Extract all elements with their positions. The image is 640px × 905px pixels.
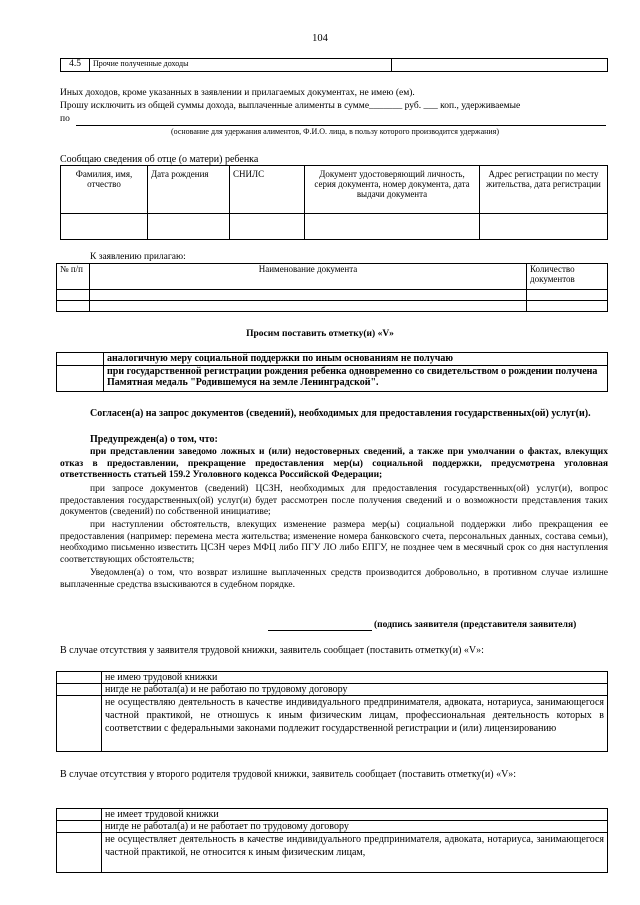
no-other-income: Иных доходов, кроме указанных в заявлении и прилагаемых документах, не имею (ем). [60, 88, 415, 98]
attach-cell[interactable] [90, 290, 527, 301]
col-number: № п/п [57, 264, 90, 290]
cell-id-document[interactable] [305, 214, 480, 240]
mark-checkbox[interactable] [57, 366, 104, 392]
row-label: Прочие полученные доходы [90, 59, 392, 72]
workbook2-option: не осуществляет деятельность в качестве индивидуального предпринимателя, адвоката, нотариуса, занимающегося частной практикой, не относится к иным физическим лицам, [102, 833, 608, 873]
mark-option-text: аналогичную меру социальной поддержки по иным основаниям не получаю [104, 353, 608, 366]
workbook2-option: нигде не работал(а) и не работает по трудовому договору [102, 821, 608, 833]
attachments-title: К заявлению прилагаю: [90, 252, 186, 262]
col-fio: Фамилия, имя, отчество [61, 166, 148, 214]
cell-fio[interactable] [61, 214, 148, 240]
workbook-table [56, 671, 608, 752]
attach-cell[interactable] [90, 301, 527, 312]
mark-title: Просим поставить отметку(и) «V» [246, 329, 394, 339]
col-snils: СНИЛС [230, 166, 305, 214]
workbook2-table [56, 808, 608, 873]
workbook2-checkbox[interactable] [57, 809, 102, 821]
col-address: Адрес регистрации по месту жительства, дата регистрации [480, 166, 608, 214]
col-quantity: Количество документов [527, 264, 608, 290]
warning-refund: Уведомлен(а) о том, что возврат излишне выплаченных средств производится добровольно, в противном случае излишне выплаченные средства взыскиваются в судебном порядке. [60, 568, 608, 590]
signature-field[interactable] [268, 630, 372, 631]
workbook2-checkbox[interactable] [57, 833, 102, 873]
cell-address[interactable] [480, 214, 608, 240]
workbook2-option: не имеет трудовой книжки [102, 809, 608, 821]
workbook2-checkbox[interactable] [57, 821, 102, 833]
income-row-table [60, 58, 608, 72]
attach-cell[interactable] [57, 301, 90, 312]
cell-birthdate[interactable] [148, 214, 230, 240]
alimony-exclusion-text: Прошу исключить из общей суммы дохода, выплаченные алименты в сумме_______ руб. ___ коп., удерживаемые [60, 101, 521, 111]
col-id-document: Документ удостоверяющий личность, серия документа, номер документа, дата выдачи документа [305, 166, 480, 214]
workbook-intro: В случае отсутствия у заявителя трудовой книжки, заявитель сообщает (поставить отметку(и) «V»: [60, 645, 484, 656]
col-doc-name: Наименование документа [90, 264, 527, 290]
workbook-option: не осуществляю деятельность в качестве индивидуального предпринимателя, адвоката, нотариуса, занимающегося частной практикой, не отношусь к иным физическим лицам, профессиональная деятельность которых в соответствии с федеральными законами подлежит государственной регистрации и (или) лицензированию [102, 696, 608, 752]
attachments-table [56, 263, 608, 312]
parent-section-title: Сообщаю сведения об отце (о матери) ребенка [60, 154, 259, 165]
consent-text: Согласен(а) на запрос документов (сведений), необходимых для предоставления государственных(ой) услуг(и). [90, 408, 591, 419]
attach-cell[interactable] [527, 301, 608, 312]
page-number: 104 [312, 33, 328, 44]
col-birthdate: Дата рождения [148, 166, 230, 214]
signature-label: (подпись заявителя (представителя заявителя) [374, 620, 577, 630]
warning-requests: при запросе документов (сведений) ЦСЗН, необходимых для предоставления государственных(ой) услуг(и), вопрос предоставления государственных(ой) услуг(и) будет рассмотрен после получения сведений и о возможности представления таких документов (сведений) по собственной инициативе; [60, 484, 608, 517]
alimony-basis-field[interactable] [76, 125, 606, 126]
workbook-checkbox[interactable] [57, 696, 102, 752]
warning-heading: Предупрежден(а) о том, что: [90, 434, 218, 445]
workbook-checkbox[interactable] [57, 672, 102, 684]
warning-liability: при представлении заведомо ложных и (или) недостоверных сведений, а также при умолчании о фактах, влекущих отказ в предоставлении, прекращение предоставления мер(ы) социальной поддержки, предусмотрена уголовная ответственность статьей 159.2 Уголовного кодекса Российской Федерации; [60, 447, 608, 480]
row-value[interactable] [392, 59, 608, 72]
workbook2-intro: В случае отсутствия у второго родителя трудовой книжки, заявитель сообщает (поставить отметку(и) «V»: [60, 769, 517, 780]
workbook-option: не имею трудовой книжки [102, 672, 608, 684]
cell-snils[interactable] [230, 214, 305, 240]
workbook-checkbox[interactable] [57, 684, 102, 696]
workbook-option: нигде не работал(а) и не работаю по трудовому договору [102, 684, 608, 696]
alimony-po-label: по [60, 114, 70, 124]
mark-checkbox[interactable] [57, 353, 104, 366]
row-number: 4.5 [61, 59, 90, 72]
mark-option-text: при государственной регистрации рождения ребенка одновременно со свидетельством о рождении получена Памятная медаль "Родившемуся на земле Ленинградской". [104, 366, 608, 392]
warning-changes: при наступлении обстоятельств, влекущих изменение размера мер(ы) социальной поддержки либо прекращения ее предоставления (например: перемена места жительства; изменение номера банковского счета, персональных данных, состава семьи), необходимо письменно известить ЦСЗН через МФЦ либо ПГУ ЛО либо ЕПГУ, не позднее чем в месячный срок со дня наступления соответствующих обстоятельств; [60, 520, 608, 565]
attach-cell[interactable] [527, 290, 608, 301]
alimony-basis-hint: (основание для удержания алиментов, Ф.И.О. лица, в пользу которого производится удержания) [170, 127, 500, 136]
mark-table [56, 352, 608, 392]
attach-cell[interactable] [57, 290, 90, 301]
parent-table [60, 165, 608, 240]
